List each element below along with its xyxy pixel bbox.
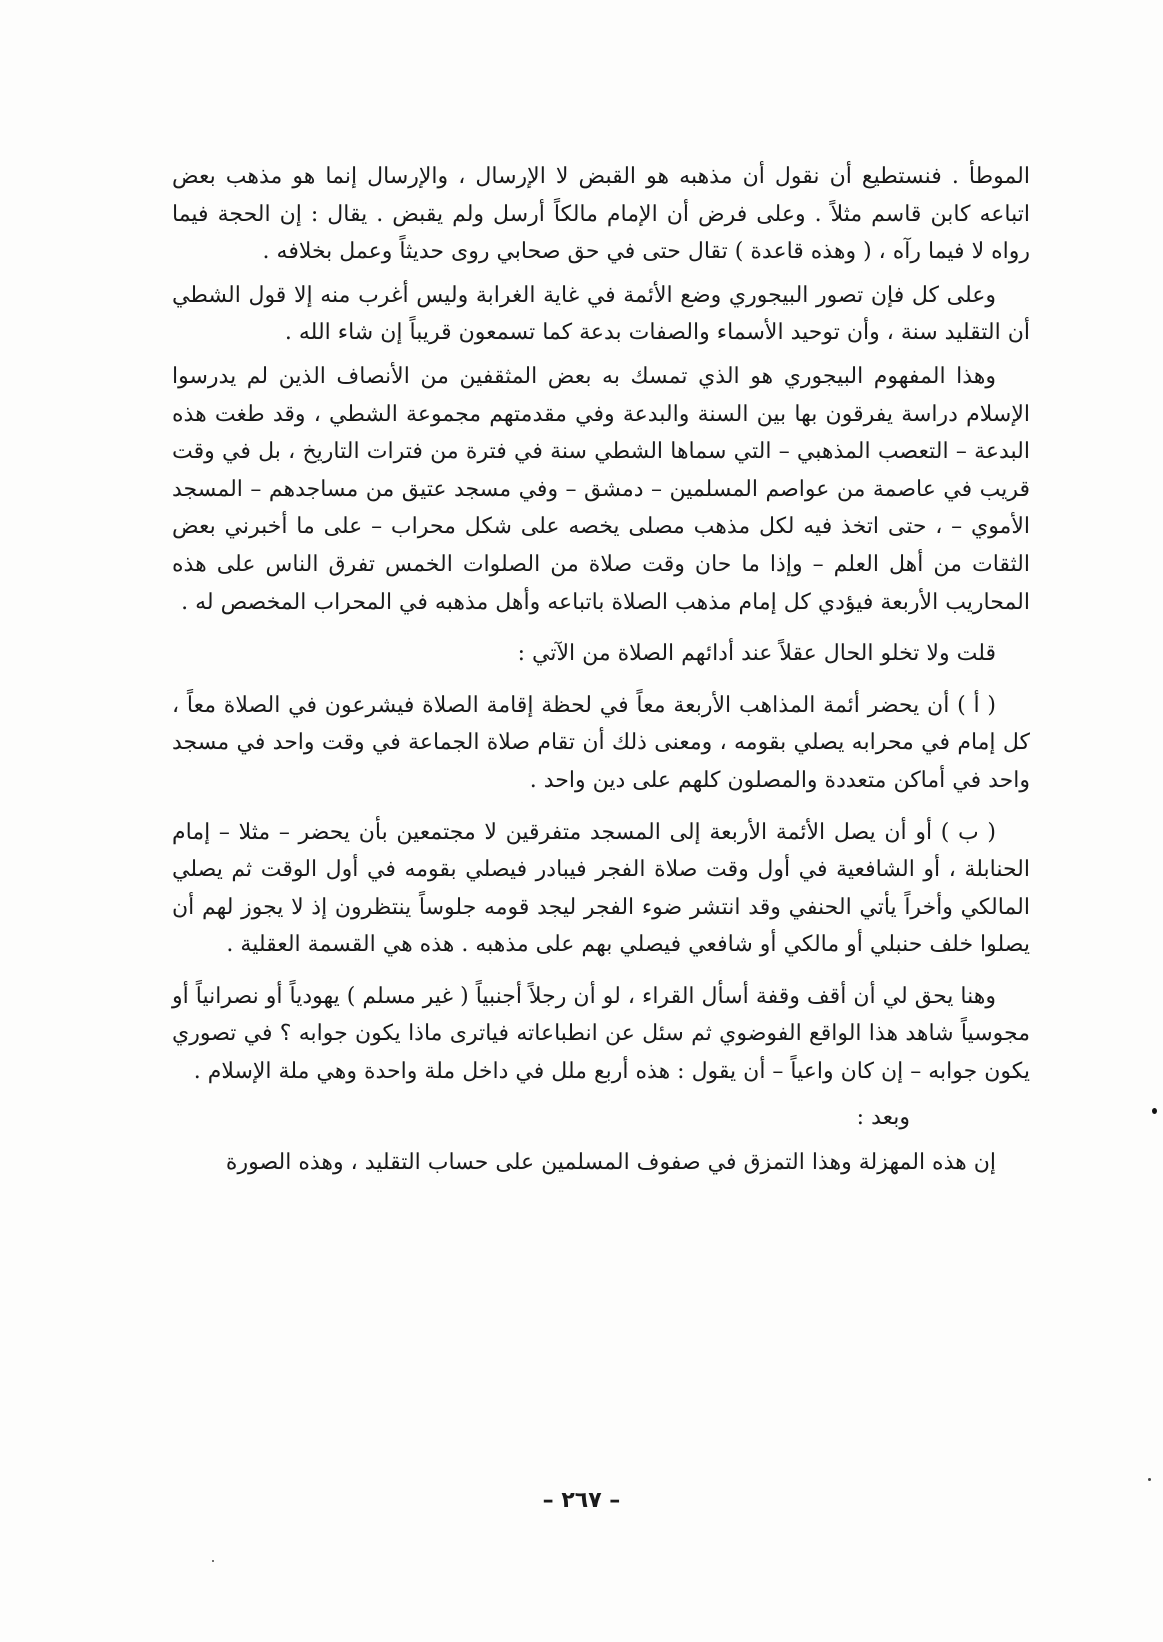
paragraph-case-b: ( ب ) أو أن يصل الأئمة الأربعة إلى المسجد متفرقين لا مجتمعين بأن يحضر – مثلا – إمام الحنابلة ، أو الشافعية في أول وقت صلاة الفجر فيبادر فيصلي بقومه في أول الوقت ثم يصلي المالكي وأخراً يأتي الحنفي وقد انتشر ضوء الفجر ليجد قومه جلوساً ينتظرون إذ لا يجوز لهم أن يصلوا خلف حنبلي أو مالكي أو شافعي فيصلي بهم على مذهبه . هذه هي القسمة العقلية . (172, 819, 1030, 958)
page-number: – ٢٦٧ – (542, 1488, 621, 1513)
paragraph-conclusion: إن هذه المهزلة وهذا التمزق في صفوف المسلمين على حساب التقليد ، وهذه الصورة (225, 1150, 996, 1176)
paragraph-case-a: ( أ ) أن يحضر أئمة المذاهب الأربعة معاً في لحظة إقامة الصلاة فيشرعون في الصلاة معاً ، كل إمام في محرابه يصلي بقومه ، ومعنى ذلك أن تقام صلاة الجماعة في وقت واحد في مسجد واحد في أماكن متعددة والمصلون كلهم على دين واحد . (172, 692, 1030, 793)
paragraph-wa-baad: وبعد : (856, 1104, 910, 1130)
paragraph-muwatta: الموطأ . فنستطيع أن نقول أن مذهبه هو القبض لا الإرسال ، والإرسال إنما هو مذهب بعض اتباعه كابن قاسم مثلاً . وعلى فرض أن الإمام مالكاً أرسل ولم يقبض . يقال : إن الحجة فيما رواه لا فيما رآه ، ( وهذه قاعدة ) تقال حتى في حق صحابي روى حديثاً وعمل بخلافه . (172, 164, 1030, 265)
paragraph-bayjuri-view: وعلى كل فإن تصور البيجوري وضع الأئمة في غاية الغرابة وليس أغرب منه إلا قول الشطي أن التقليد سنة ، وأن توحيد الأسماء والصفات بدعة كما تسمعون قريباً إن شاء الله . (172, 282, 1030, 346)
paragraph-intro-cases: قلت ولا تخلو الحال عقلاً عند أدائهم الصلاة من الآتي : (517, 641, 996, 667)
margin-mark (1152, 1108, 1157, 1114)
paragraph-madhhab-concept: وهذا المفهوم البيجوري هو الذي تمسك به بعض المثقفين من الأنصاف الذين لم يدرسوا الإسلام دراسة يفرقون بها بين السنة والبدعة وفي مقدمتهم مجموعة الشطي ، وقد طغت هذه البدعة – التعصب المذهبي – التي سماها الشطي سنة في فترة من فترات التاريخ ، بل في وقت قريب في عاصمة من عواصم المسلمين – دمشق – وفي مسجد عتيق من مساجدهم – المسجد الأموي – ، حتى اتخذ فيه لكل مذهب مصلى يخصه على شكل محراب – على ما أخبرني بعض الثقات من أهل العلم – وإذا ما حان وقت صلاة من الصلوات الخمس تفرق الناس على هذه المحاريب الأربعة فيؤدي كل إمام مذهب الصلاة باتباعه وأهل مذهبه في المحراب المخصص له . (172, 363, 1030, 615)
paragraph-question: وهنا يحق لي أن أقف وقفة أسأل القراء ، لو أن رجلاً أجنبياً ( غير مسلم ) يهودياً أو نصرانياً أو مجوسياً شاهد هذا الواقع الفوضوي ثم سئل عن انطباعاته فياترى ماذا يكون جوابه ؟ في تصوري يكون جوابه – إن كان واعياً – أن يقول : هذه أربع ملل في داخل ملة واحدة وهي ملة الإسلام . (172, 983, 1031, 1085)
scan-speck (1148, 1478, 1151, 1481)
body-text (172, 158, 1030, 1188)
scan-speck (212, 1560, 214, 1562)
